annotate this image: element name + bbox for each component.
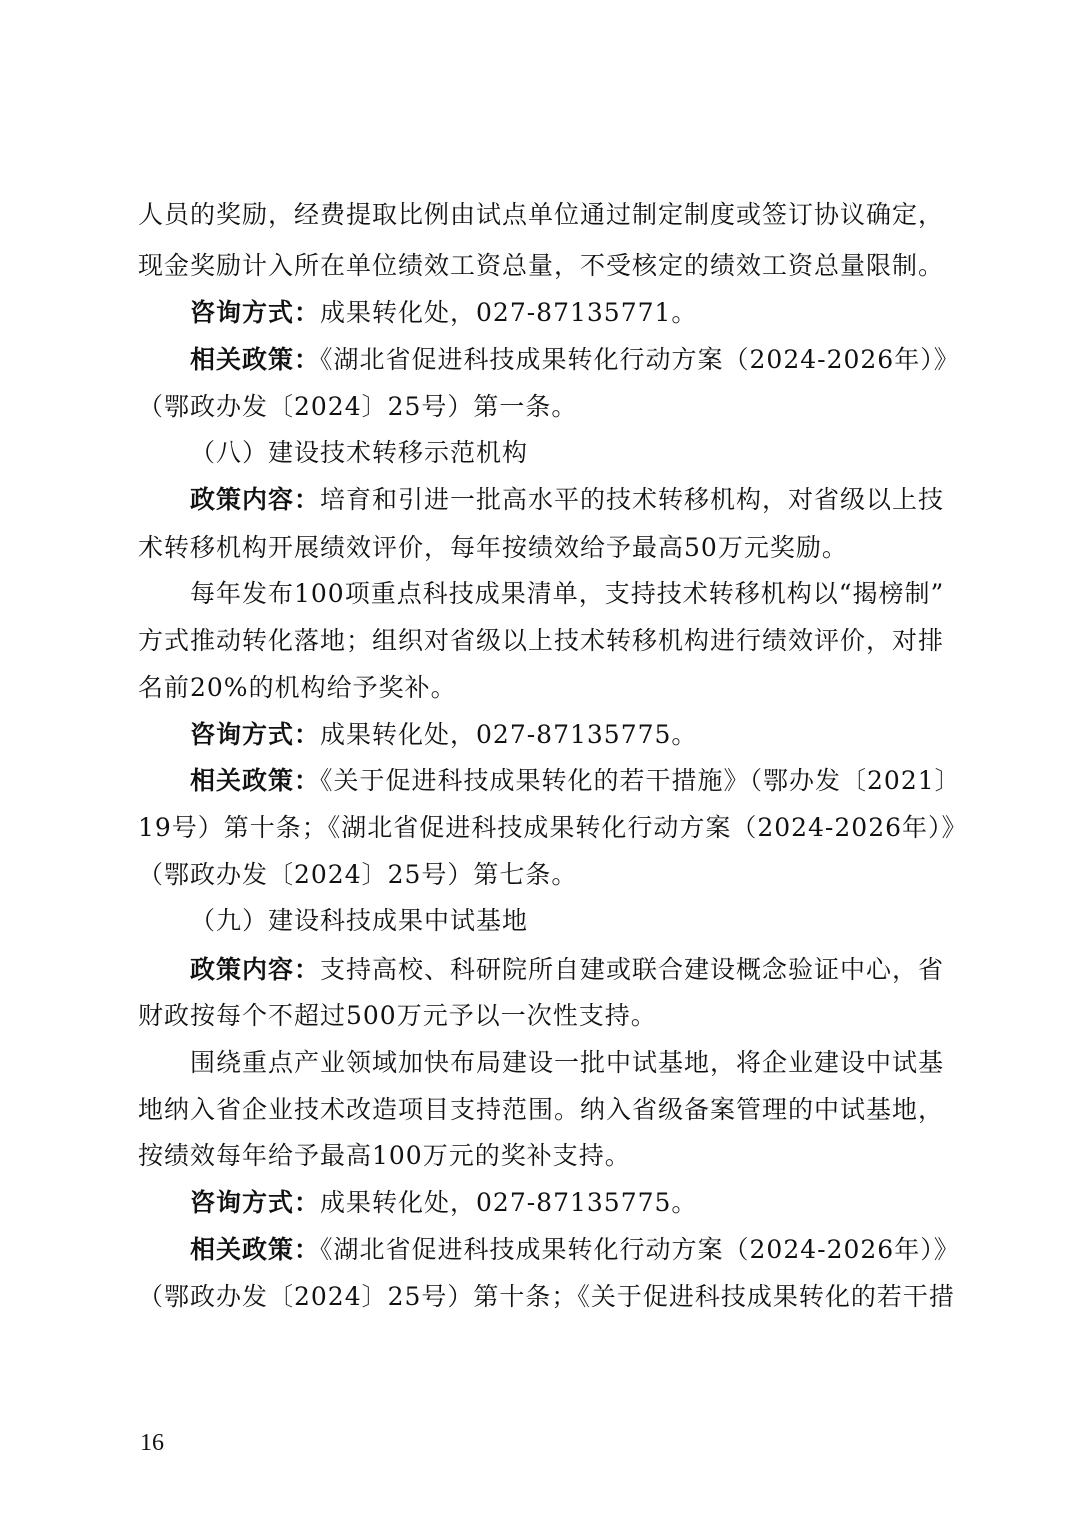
consult-label: 咨询方式： xyxy=(190,298,321,327)
policy-label: 相关政策： xyxy=(190,766,321,795)
body-line: 按绩效每年给予最高100万元的奖补支持。 xyxy=(138,1141,631,1170)
body-line: 术转移机构开展绩效评价，每年按绩效给予最高50万元奖励。 xyxy=(138,533,848,562)
section-heading: （八）建设技术转移示范机构 xyxy=(190,438,529,467)
body-line: 名前20%的机构给予奖补。 xyxy=(138,673,457,702)
consult-line: 咨询方式：成果转化处，027-87135771。 xyxy=(190,298,698,327)
body-line: （鄂政办发〔2024〕25号）第十条；《关于促进科技成果转化的若干措 xyxy=(138,1282,955,1311)
content-label: 政策内容： xyxy=(190,485,321,514)
policy-line: 相关政策：《关于促进科技成果转化的若干措施》（鄂办发〔2021〕 xyxy=(190,766,961,795)
policy-label: 相关政策： xyxy=(190,345,321,374)
consult-line: 咨询方式：成果转化处，027-87135775。 xyxy=(190,720,698,749)
content-label: 政策内容： xyxy=(190,955,321,984)
consult-label: 咨询方式： xyxy=(190,720,321,749)
body-line: 财政按每个不超过500万元予以一次性支持。 xyxy=(138,1001,657,1030)
body-line: 19号）第十条；《湖北省促进科技成果转化行动方案（2024-2026年）》 xyxy=(138,813,968,842)
consult-label: 咨询方式： xyxy=(190,1188,321,1217)
body-line: 人员的奖励，经费提取比例由试点单位通过制定制度或签订协议确定， xyxy=(138,200,945,229)
body-line: （鄂政办发〔2024〕25号）第一条。 xyxy=(138,392,578,421)
policy-line: 相关政策：《湖北省促进科技成果转化行动方案（2024-2026年）》 xyxy=(190,345,960,374)
body-line: 方式推动转化落地；组织对省级以上技术转移机构进行绩效评价，对排 xyxy=(138,626,945,655)
content-line: 政策内容：支持高校、科研院所自建或联合建设概念验证中心，省 xyxy=(190,955,945,984)
page-number: 16 xyxy=(140,1430,164,1456)
section-heading: （九）建设科技成果中试基地 xyxy=(190,906,529,935)
consult-line: 咨询方式：成果转化处，027-87135775。 xyxy=(190,1188,698,1217)
body-line: 现金奖励计入所在单位绩效工资总量，不受核定的绩效工资总量限制。 xyxy=(138,251,945,280)
body-line: 地纳入省企业技术改造项目支持范围。纳入省级备案管理的中试基地， xyxy=(138,1095,945,1124)
body-line: 围绕重点产业领域加快布局建设一批中试基地，将企业建设中试基 xyxy=(190,1048,945,1077)
policy-label: 相关政策： xyxy=(190,1235,321,1264)
body-line: （鄂政办发〔2024〕25号）第七条。 xyxy=(138,860,578,889)
policy-line: 相关政策：《湖北省促进科技成果转化行动方案（2024-2026年）》 xyxy=(190,1235,960,1264)
body-line: 每年发布100项重点科技成果清单，支持技术转移机构以“揭榜制” xyxy=(190,579,945,608)
content-line: 政策内容：培育和引进一批高水平的技术转移机构，对省级以上技 xyxy=(190,485,945,514)
